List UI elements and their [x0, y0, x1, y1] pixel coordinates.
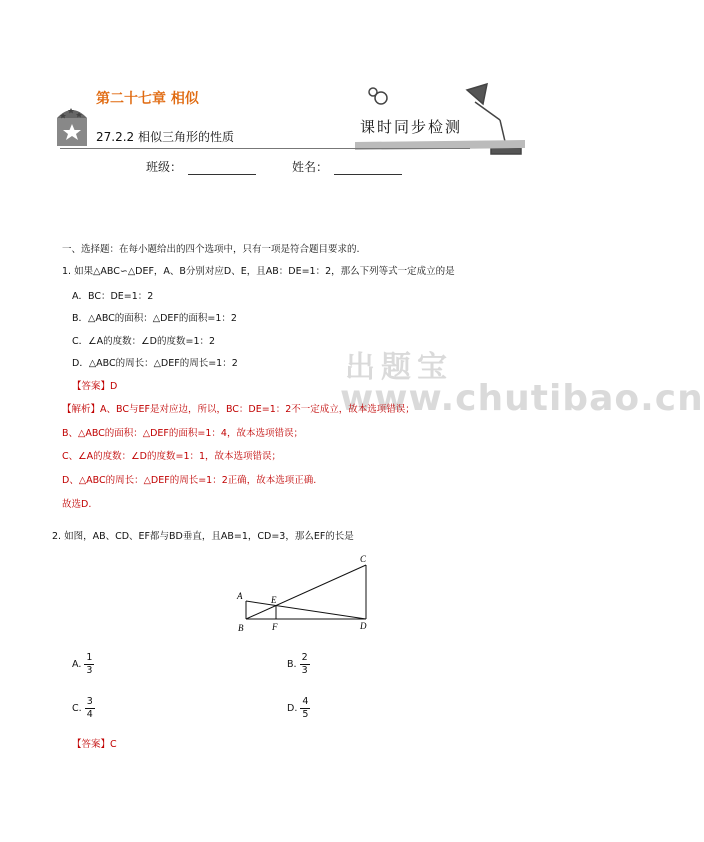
star-badge-icon [57, 108, 87, 146]
label-d: D [360, 621, 367, 631]
banner-text: 课时同步检测 [360, 118, 463, 136]
q1-analysis-5: 故选D. [62, 499, 92, 510]
fraction [85, 696, 95, 721]
q1-option-d: D．△ABC的周长：△DEF的周长=1：2 [72, 358, 238, 369]
denominator: 4 [86, 709, 93, 720]
q1-analysis-1: 【解析】A、BC与EF是对应边，所以，BC：DE=1：2不一定成立，故本选项错误； [62, 404, 415, 415]
name-field [292, 158, 402, 175]
label-e: E [271, 595, 277, 605]
q1-answer: 【答案】D [72, 381, 118, 392]
watermark-cn: 出题宝 [345, 350, 453, 385]
label-b: B [238, 623, 244, 633]
watermark-url: www.chutibao.cn [340, 378, 704, 419]
q2-option-d [287, 696, 310, 721]
fraction [300, 696, 310, 721]
name-blank [334, 162, 402, 175]
q2-option-b [287, 652, 310, 677]
label-a: A [237, 591, 243, 601]
numerator: 1 [86, 652, 93, 663]
class-blank [188, 162, 256, 175]
q1-analysis-2: B、△ABC的面积：△DEF的面积=1：4，故本选项错误； [62, 428, 303, 439]
fraction [300, 652, 310, 677]
q1-option-c: C．∠A的度数：∠D的度数=1：2 [72, 336, 216, 347]
chapter-title: 第二十七章 相似 [96, 91, 199, 107]
q2-stem: 2. 如图，AB、CD、EF都与BD垂直，且AB=1，CD=3，那么EF的长是 [52, 531, 354, 542]
q1-stem: 1. 如果△ABC∽△DEF，A、B分别对应D、E，且AB：DE=1：2，那么下列等式一定成立的是 [62, 266, 455, 277]
name-label: 姓名： [292, 160, 329, 174]
q1-option-b: B．△ABC的面积：△DEF的面积=1：2 [72, 313, 237, 324]
segment-bc [246, 565, 366, 619]
numerator: 3 [86, 696, 93, 707]
header-divider [60, 148, 470, 149]
q2-option-b-label: B. [287, 659, 297, 670]
denominator: 3 [86, 665, 93, 676]
label-f: F [272, 622, 278, 632]
class-label: 班级： [146, 160, 183, 174]
label-c: C [360, 554, 367, 564]
section-title: 27.2.2 相似三角形的性质 [96, 130, 234, 144]
q1-analysis-4: D、△ABC的周长：△DEF的周长=1：2正确，故本选项正确. [62, 475, 317, 486]
q2-option-d-label: D. [287, 703, 298, 714]
numerator: 4 [302, 696, 309, 707]
q2-option-a [72, 652, 94, 677]
q1-analysis-3: C、∠A的度数：∠D的度数=1：1，故本选项错误； [62, 451, 282, 462]
q2-option-c [72, 696, 95, 721]
q2-answer: 【答案】C [72, 739, 117, 750]
instructions: 一、选择题：在每小题给出的四个选项中，只有一项是符合题目要求的. [62, 244, 360, 255]
fraction [84, 652, 94, 677]
numerator: 2 [301, 652, 308, 663]
denominator: 5 [302, 709, 309, 720]
q2-option-c-label: C. [72, 703, 82, 714]
denominator: 3 [301, 665, 308, 676]
class-field [146, 158, 256, 175]
q2-option-a-label: A. [72, 659, 82, 670]
segment-ad [246, 601, 366, 619]
q2-figure [234, 553, 384, 633]
q1-option-a: A．BC：DE=1：2 [72, 291, 154, 302]
